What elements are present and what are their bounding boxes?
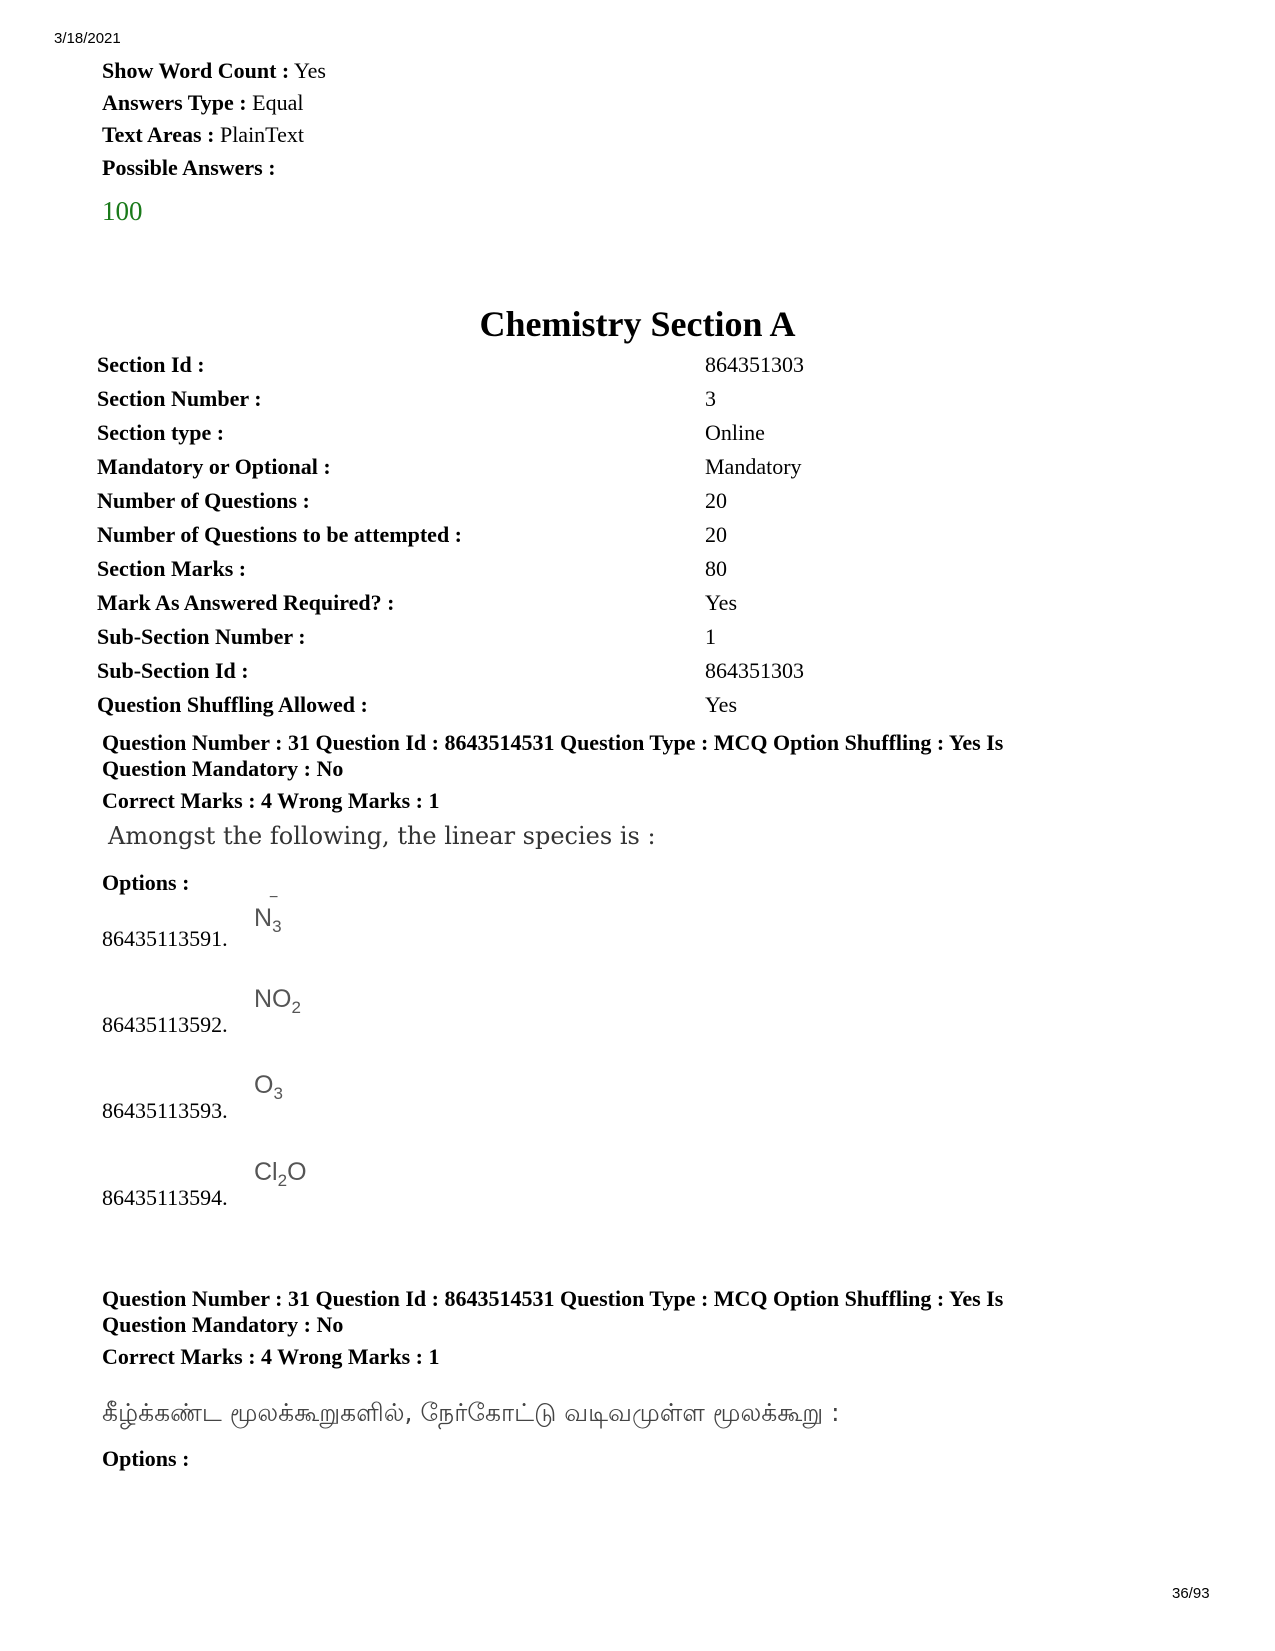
section-info-value: 1 [705, 624, 716, 649]
section-info-label: Question Shuffling Allowed : [97, 692, 368, 717]
text-areas-row [102, 122, 304, 148]
section-info-value: Online [705, 420, 765, 445]
formula-main: N [254, 904, 273, 932]
section-info-label: Section Marks : [97, 556, 247, 581]
section-info-label: Sub-Section Id : [97, 658, 249, 683]
possible-answer-value: 100 [102, 196, 143, 226]
option-id: 86435113592. [102, 1012, 228, 1037]
question-marks: Correct Marks : 4 Wrong Marks : 1 [102, 1344, 440, 1369]
section-info-label: Number of Questions to be attempted : [97, 522, 463, 547]
option-id: 86435113594. [102, 1185, 228, 1210]
answers-type-label: Answers Type : [102, 90, 247, 115]
show-word-count-label: Show Word Count : [102, 58, 290, 83]
option-item[interactable] [102, 889, 282, 952]
question-header-line: Question Number : 31 Question Id : 8643514531 Question Type : MCQ Option Shuffling : Yes Is [102, 1286, 1004, 1311]
section-info-label: Number of Questions : [97, 488, 310, 513]
formula-tail: O [287, 1158, 307, 1186]
section-info-value: 20 [705, 488, 727, 513]
section-info-value: 20 [705, 522, 727, 547]
option-item[interactable] [102, 985, 301, 1038]
option-formula [254, 889, 282, 937]
question-marks: Correct Marks : 4 Wrong Marks : 1 [102, 788, 440, 813]
question-header [102, 730, 1182, 814]
show-word-count-value: Yes [293, 58, 326, 83]
section-info-value: Mandatory [705, 454, 802, 479]
formula-superscript: − [269, 889, 279, 906]
question-header-line: Question Number : 31 Question Id : 8643514531 Question Type : MCQ Option Shuffling : Yes Is [102, 730, 1004, 755]
section-info-label: Section Id : [97, 352, 205, 377]
formula-main: NO [254, 985, 292, 1013]
formula-subscript: 3 [273, 1084, 283, 1103]
section-info-value: 864351303 [705, 658, 804, 683]
section-info-value: 3 [705, 386, 716, 411]
question-text: கீழ்க்கண்ட மூலக்கூறுகளில், நேர்கோட்டு வடிவமுள்ள மூலக்கூறு : [102, 1398, 840, 1427]
question-header [102, 1286, 1182, 1370]
section-info-label: Mandatory or Optional : [97, 454, 331, 479]
page-number: 36/93 [1172, 1585, 1210, 1602]
section-info-label: Mark As Answered Required? : [97, 590, 395, 615]
section-info-value: 864351303 [705, 352, 804, 377]
possible-answers-label: Possible Answers : [102, 155, 276, 180]
text-areas-label: Text Areas : [102, 122, 215, 147]
section-info-label: Sub-Section Number : [97, 624, 306, 649]
section-info-value: Yes [705, 692, 738, 717]
section-title: Chemistry Section A [479, 304, 796, 344]
option-formula [254, 1071, 283, 1104]
option-item[interactable] [102, 1158, 307, 1211]
text-areas-value: PlainText [219, 122, 304, 147]
section-info-value: 80 [705, 556, 727, 581]
answers-type-value: Equal [252, 90, 304, 115]
section-info-label: Section Number : [97, 386, 262, 411]
options-label: Options : [102, 1446, 190, 1471]
option-item[interactable] [102, 1071, 283, 1124]
question-text: Amongst the following, the linear species is : [108, 822, 656, 850]
option-formula [254, 985, 301, 1018]
formula-subscript: 2 [277, 1171, 288, 1190]
option-id: 86435113593. [102, 1098, 228, 1123]
question-mandatory-line: Question Mandatory : No [102, 756, 344, 781]
formula-subscript: 2 [291, 998, 301, 1017]
show-word-count-row [102, 58, 326, 84]
option-id: 86435113591. [102, 926, 228, 951]
possible-answers-row [102, 155, 276, 181]
option-formula [254, 1158, 307, 1191]
section-info-label: Section type : [97, 420, 225, 445]
formula-main: O [254, 1071, 274, 1099]
formula-subscript: 3 [272, 917, 282, 936]
options-label: Options : [102, 870, 190, 895]
formula-main: Cl [254, 1158, 278, 1186]
question-mandatory-line: Question Mandatory : No [102, 1312, 344, 1337]
answers-type-row [102, 90, 303, 116]
print-date: 3/18/2021 [54, 30, 121, 47]
section-info-value: Yes [705, 590, 738, 615]
